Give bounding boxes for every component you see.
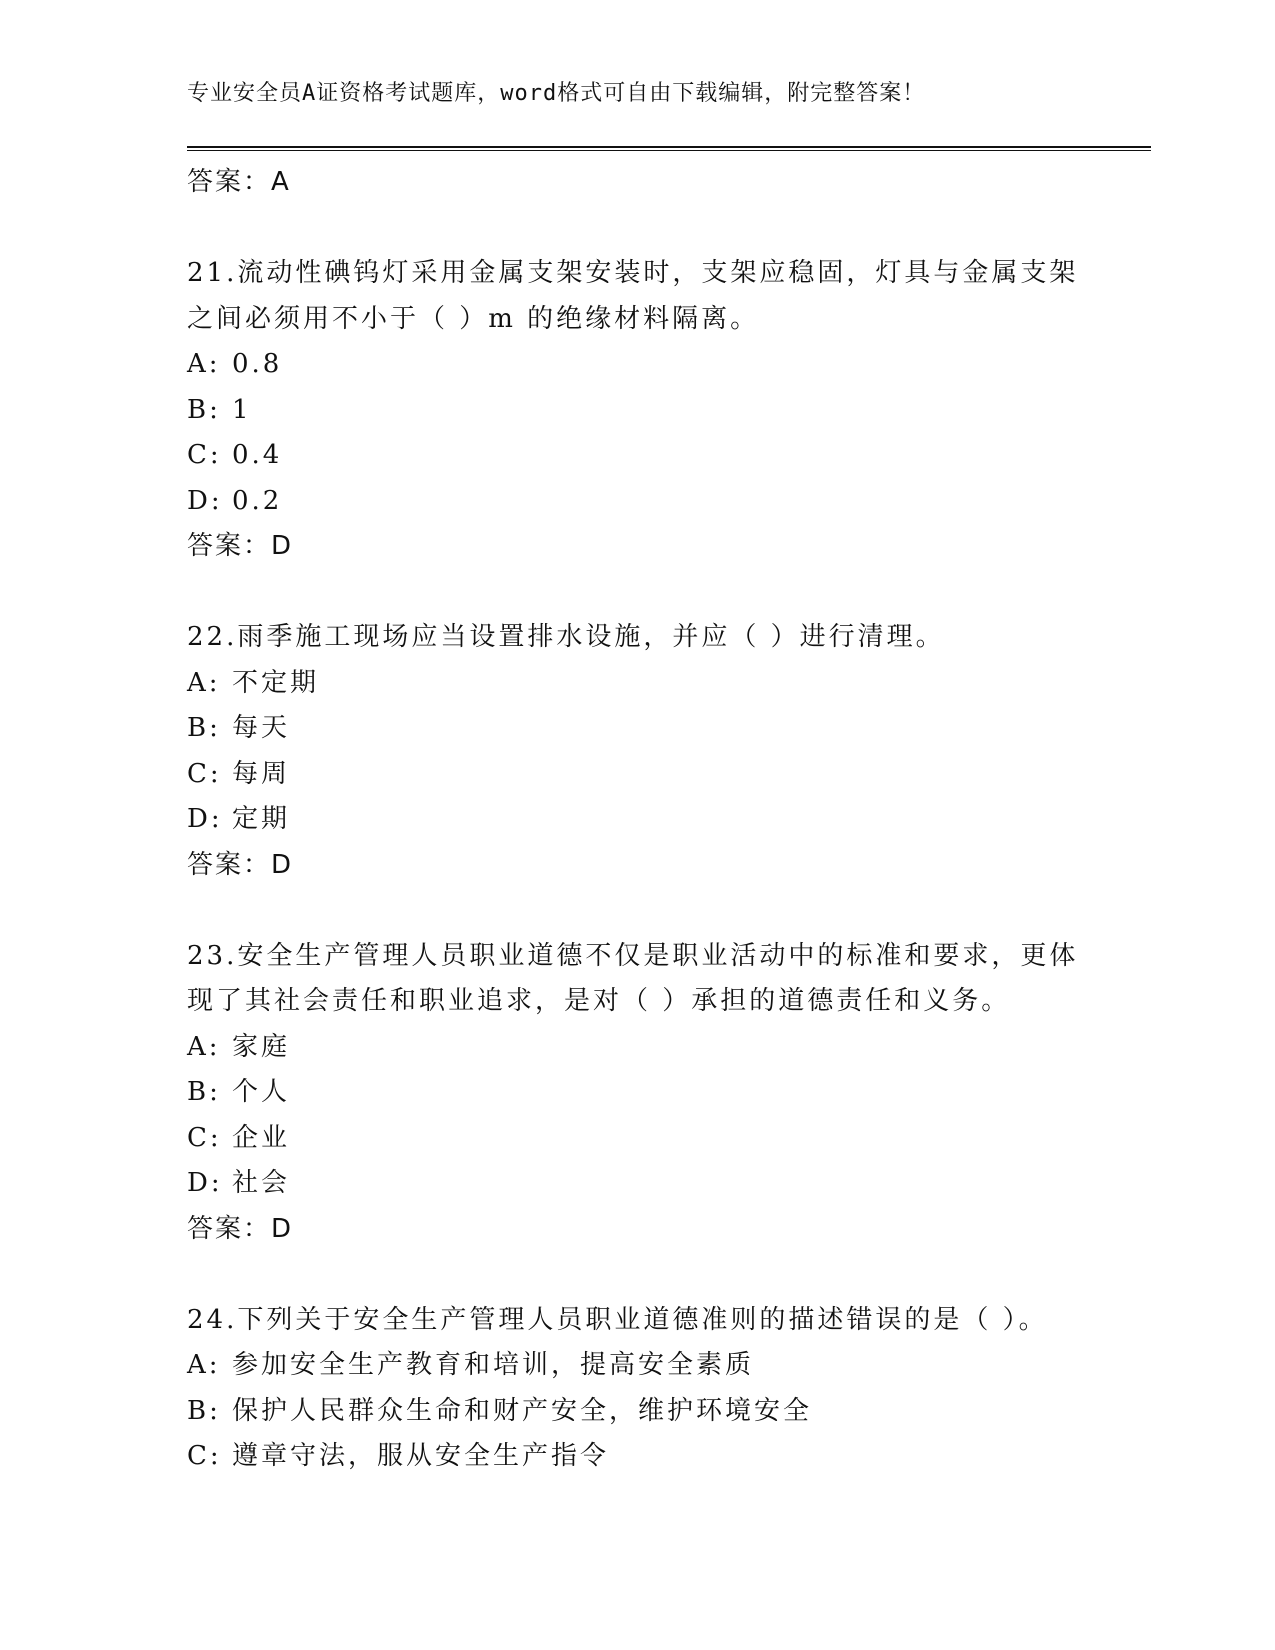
option-text: 每天 (232, 713, 291, 743)
answer: 答案：D (187, 1213, 294, 1244)
option-text: 1 (232, 394, 252, 425)
option-a (187, 661, 1087, 707)
question-text-line: 23.安全生产管理人员职业道德不仅是职业活动中的标准和要求，更体 (187, 940, 1079, 971)
option-c (187, 1434, 1087, 1480)
option-text: 每周 (232, 758, 291, 789)
option-text: 定期 (232, 804, 291, 834)
previous-answer: 答案：A (187, 167, 291, 197)
option-text: 0.8 (232, 349, 283, 379)
option-label: C: (187, 758, 222, 789)
option-label: B: (187, 713, 221, 743)
option-label: C: (187, 440, 222, 470)
option-label: B: (187, 394, 221, 425)
option-label: D: (187, 804, 223, 834)
option-text: 参加安全生产教育和培训，提高安全素质 (232, 1350, 755, 1380)
option-c (187, 1116, 1087, 1162)
answer: 答案：D (187, 849, 294, 880)
question-text-line: 22.雨季施工现场应当设置排水设施，并应（ ）进行清理。 (187, 622, 945, 652)
option-text: 家庭 (232, 1031, 291, 1062)
option-label: A: (187, 349, 221, 379)
header-divider (187, 146, 1151, 151)
option-d (187, 479, 1087, 525)
option-label: A: (187, 667, 221, 698)
option-b (187, 1389, 1087, 1435)
option-b (187, 388, 1087, 434)
question-text-line: 之间必须用不小于（ ）m 的绝缘材料隔离。 (187, 303, 760, 334)
option-label: B: (187, 1077, 221, 1107)
answer: 答案：D (187, 531, 294, 561)
option-a (187, 1025, 1087, 1071)
option-text: 企业 (232, 1122, 291, 1153)
question-21 (187, 251, 1087, 570)
document-body (187, 160, 1087, 1480)
option-text: 社会 (232, 1168, 291, 1198)
option-label: D: (187, 485, 223, 516)
question-24 (187, 1298, 1087, 1480)
option-text: 保护人民群众生命和财产安全，维护环境安全 (232, 1395, 813, 1426)
question-text-line: 24.下列关于安全生产管理人员职业道德准则的描述错误的是（ ）。 (187, 1304, 1048, 1335)
option-label: D: (187, 1168, 223, 1198)
option-d (187, 1161, 1087, 1207)
option-b (187, 1070, 1087, 1116)
option-label: B: (187, 1395, 221, 1426)
option-d (187, 797, 1087, 843)
option-text: 个人 (232, 1077, 291, 1107)
option-text: 不定期 (232, 667, 320, 698)
question-23 (187, 934, 1087, 1253)
option-label: C: (187, 1122, 222, 1153)
option-c (187, 433, 1087, 479)
option-label: A: (187, 1031, 221, 1062)
option-text: 0.2 (232, 485, 283, 516)
option-a (187, 1343, 1087, 1389)
option-text: 0.4 (232, 440, 283, 470)
question-text-line: 21.流动性碘钨灯采用金属支架安装时，支架应稳固，灯具与金属支架 (187, 258, 1079, 288)
question-22 (187, 615, 1087, 888)
page-header: 专业安全员A证资格考试题库，word格式可自由下载编辑，附完整答案！ (187, 81, 926, 106)
option-label: C: (187, 1441, 222, 1471)
option-a (187, 342, 1087, 388)
option-text: 遵章守法，服从安全生产指令 (232, 1441, 610, 1471)
question-text-line: 现了其社会责任和职业追求，是对（ ）承担的道德责任和义务。 (187, 986, 1011, 1016)
option-c (187, 752, 1087, 798)
option-label: A: (187, 1350, 221, 1380)
option-b (187, 706, 1087, 752)
